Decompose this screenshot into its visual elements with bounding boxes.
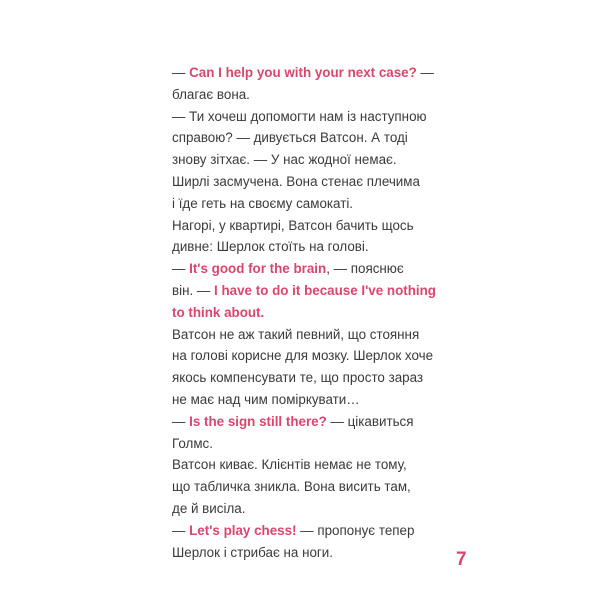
ukrainian-text: якось компенсувати те, що просто зараз [172,370,424,386]
ukrainian-text: що табличка зникла. Вона висить там, [172,479,411,495]
text-line [172,236,472,258]
text-line [172,171,472,193]
text-line [172,193,472,215]
ukrainian-text: Ватсон не аж такий певний, що стояння [172,326,420,342]
ukrainian-text: Ширлі засмучена. Вона стенає плечима [172,173,420,189]
text-line [172,345,472,367]
text-line [172,62,472,84]
text-line [172,127,472,149]
english-phrase: Is the sign still there? [189,413,327,429]
ukrainian-text: — пропонує тепер [296,522,415,538]
ukrainian-text: благає вона. [172,86,250,102]
text-line [172,149,472,171]
english-phrase: Can I help you with your next case? [189,65,417,80]
english-phrase: It's good for the brain [189,261,327,277]
text-line [172,389,472,411]
ukrainian-text: справою? — дивується Ватсон. А тоді [172,130,408,146]
text-line [172,411,472,433]
ukrainian-text: — [172,413,190,429]
ukrainian-text: — [172,261,190,277]
english-phrase: Let's play chess! [189,522,297,538]
text-line [172,542,472,564]
text-line [172,106,472,128]
english-phrase: to think about. [172,304,265,320]
ukrainian-text: не має над чим поміркувати… [172,391,360,407]
english-phrase: I have to do it because I've nothing [214,282,436,298]
ukrainian-text: — [172,65,190,80]
text-line [172,324,472,346]
ukrainian-text: , — пояснює [326,261,404,277]
text-line [172,280,472,302]
ukrainian-text: і їде геть на своєму самокаті. [172,195,354,211]
ukrainian-text: дивне: Шерлок стоїть на голові. [172,239,369,255]
ukrainian-text: — [172,522,190,538]
text-line [172,498,472,520]
text-line [172,433,472,455]
ukrainian-text: Голмс. [172,435,213,451]
ukrainian-text: Шерлок і стрибає на ноги. [172,544,334,560]
ukrainian-text: на голові корисне для мозку. Шерлок хоче [172,348,434,364]
ukrainian-text: Ватсон киває. Клієнтів немає не тому, [172,457,407,473]
ukrainian-text: знову зітхає. — У нас жодної немає. [172,152,397,168]
ukrainian-text: він. — [172,282,215,298]
text-line [172,302,472,324]
text-line [172,454,472,476]
ukrainian-text: де й висіла. [172,500,246,516]
ukrainian-text: — цікавиться [326,413,414,429]
page-number: 7 [456,549,467,570]
text-line [172,84,472,106]
text-line [172,520,472,542]
text-line [172,258,472,280]
ukrainian-text: — Ти хочеш допомогти нам із наступною [172,108,427,124]
ukrainian-text: Нагорі, у квартирі, Ватсон бачить щось [172,217,414,233]
text-line [172,215,472,237]
ukrainian-text: — [416,65,434,80]
text-line [172,476,472,498]
text-line [172,367,472,389]
page-body-text [172,62,472,563]
